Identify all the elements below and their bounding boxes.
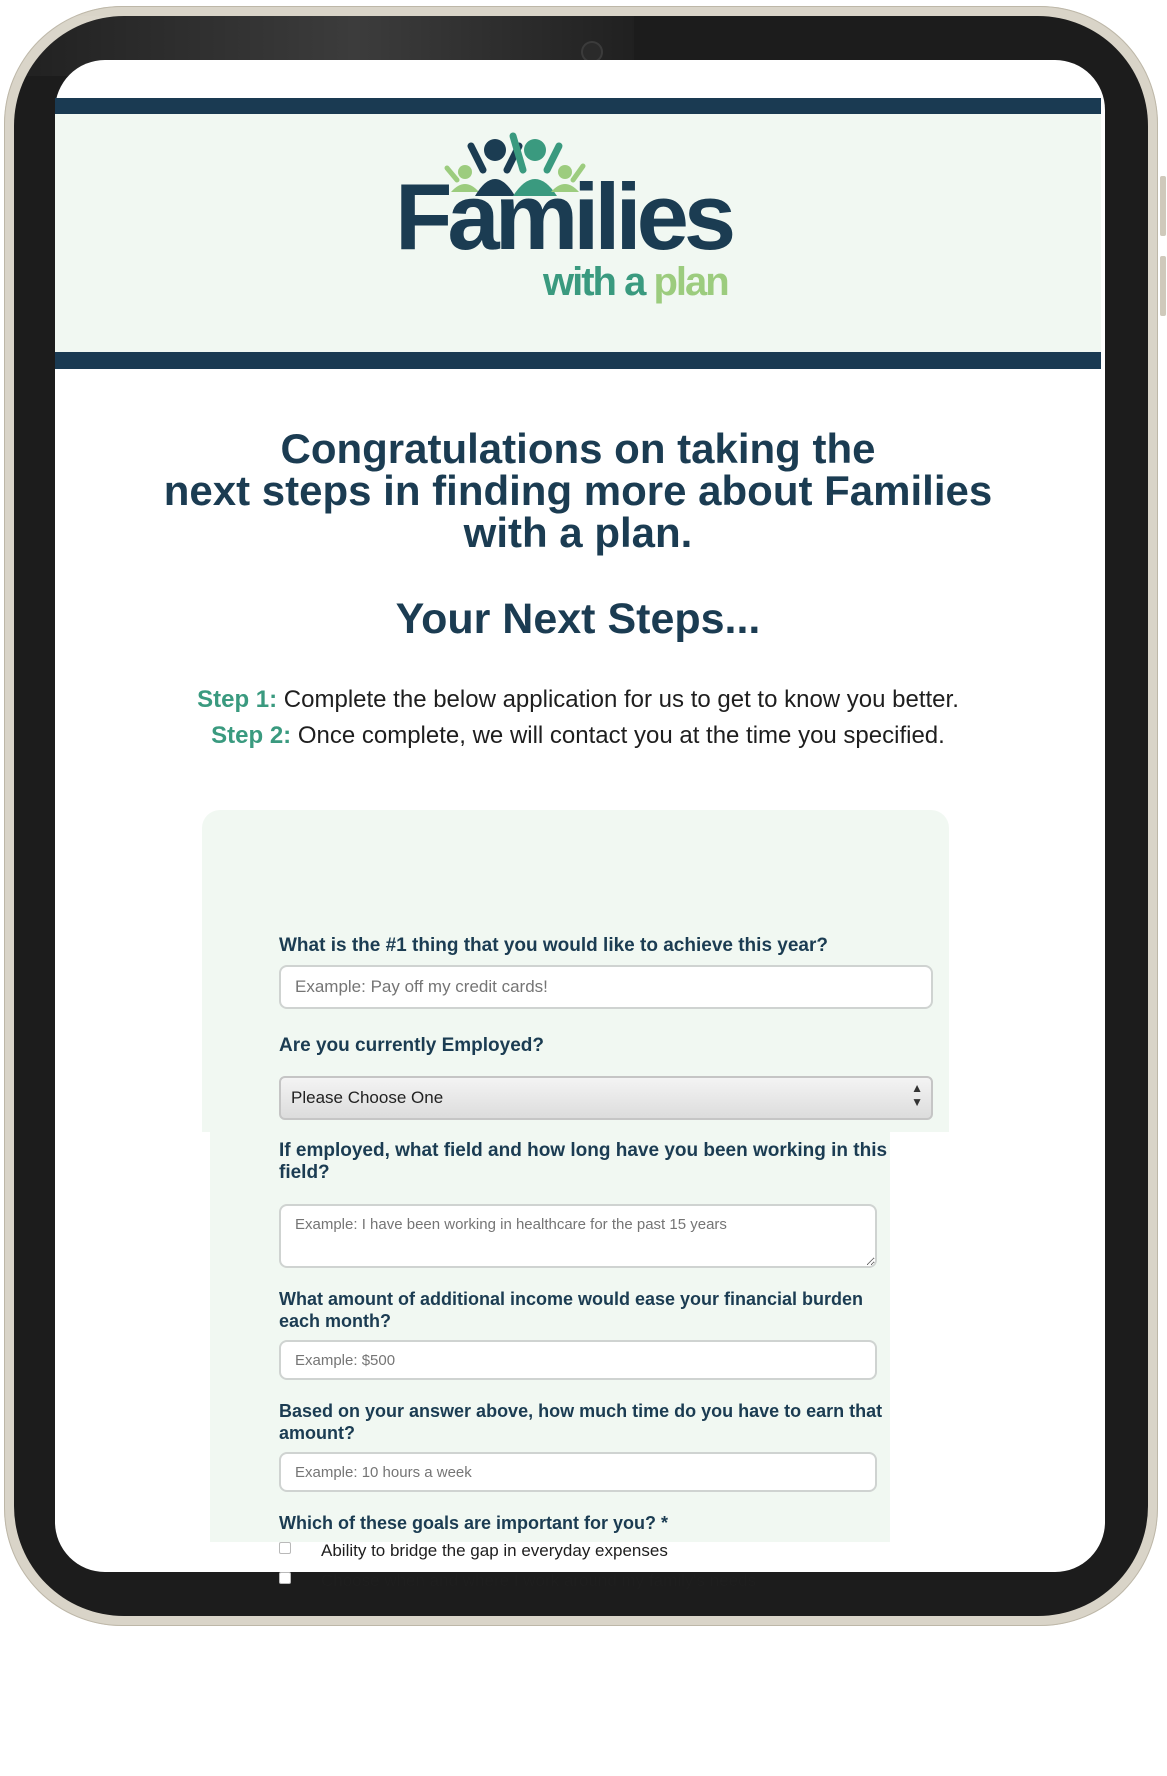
step-label: Step 2: [211,722,292,749]
tablet-side-button [1160,176,1166,236]
logo-tagline-prefix: with a [543,260,654,304]
logo-tagline [543,262,728,302]
employed-select-value: Please Choose One [291,1088,444,1107]
next-steps-heading: Your Next Steps... [395,595,761,643]
goal-option-label: Ability to bridge the gap in everyday expenses [321,1541,668,1560]
step-item [55,718,1101,754]
question-time-label-line: Based on your answer above, how much time do you have to earn that [279,1401,883,1421]
goal-checkbox[interactable] [279,1572,291,1584]
goal-option-label: Choose when and where I work around my family's needs [321,1571,757,1590]
goal-checkbox[interactable] [279,1542,291,1554]
page-headline [115,425,1041,556]
goal-input[interactable] [279,965,933,1009]
step-item [55,682,1101,718]
step-label: Step 1: [197,686,278,713]
question-field-label-line: field? [279,1162,330,1183]
headline-line: Congratulations on taking the [280,425,876,472]
question-employed-label: Are you currently Employed? [279,1035,545,1056]
question-income-label-line: What amount of additional income would ease your financial burden [279,1289,864,1309]
question-field-label [279,1140,887,1184]
select-arrows-icon: ▲ ▼ [911,1081,923,1109]
site-header [55,98,1101,369]
question-time-label-line: amount? [279,1423,355,1443]
logo-wordmark: Families [395,164,732,269]
time-input[interactable] [279,1452,877,1492]
question-field-label-line: If employed, what field and how long have you been working in this [279,1140,888,1161]
income-input[interactable] [279,1340,877,1380]
employed-select[interactable] [279,1076,933,1120]
question-goals-label: Which of these goals are important for you? * [279,1513,669,1533]
field-experience-textarea[interactable] [279,1204,877,1268]
logo-tagline-accent: plan [653,260,728,304]
question-income-label-line: each month? [279,1311,392,1331]
headline-line: next steps in finding more about Families [163,467,993,514]
question-time-label [279,1400,882,1444]
step-text: Once complete, we will contact you at the time you specified. [291,722,945,749]
screen [55,60,1105,1590]
question-goal-label: What is the #1 thing that you would like to achieve this year? [279,935,828,956]
step-text: Complete the below application for us to get to know you better. [277,686,959,713]
tablet-side-button [1160,256,1166,316]
steps-list [55,682,1101,754]
headline-line: with a plan. [463,509,693,556]
logo[interactable] [395,122,755,312]
question-income-label [279,1288,863,1332]
